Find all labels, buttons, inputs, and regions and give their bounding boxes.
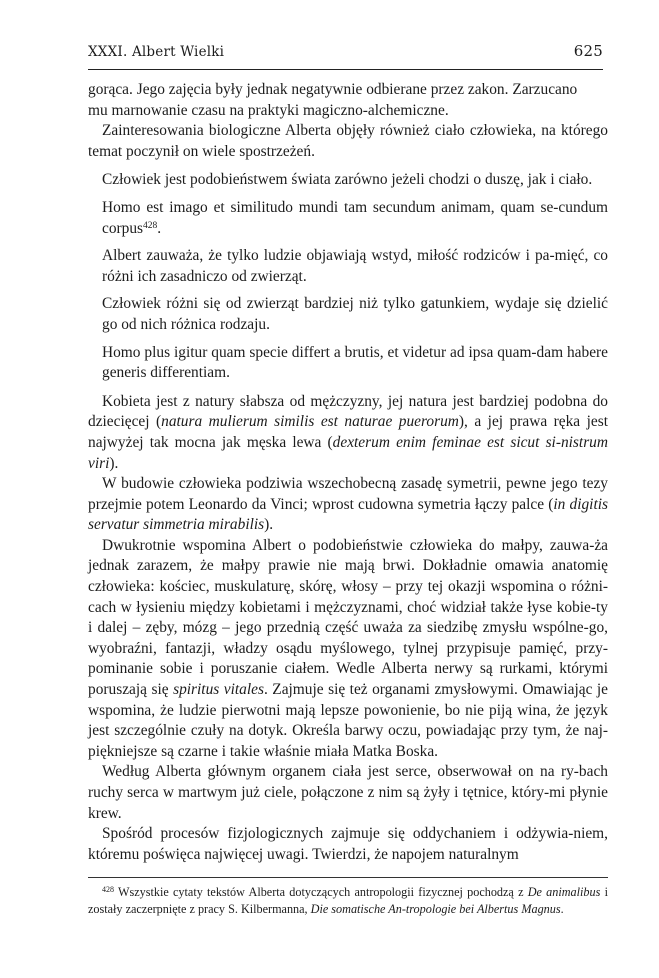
quote-2 xyxy=(102,198,608,239)
quote-2-end: . xyxy=(157,219,162,237)
paragraph-5-a: Dwukrotnie wspomina Albert o podobieństwie człowieka do małpy, zauwa-ża jednak zarazem, że małpy prawie nie mają brwi. Dokładnie omawia anatomię człowieka: kościec, muskulaturę, skórę, włosy – przy tej okazji wspomina o różni-cach w łysieniu między kobietami i mężczyznami, choć widział także łyse kobie-ty i dalej – zęby, mózg – jego przednią część uważa za siedzibę zmysłu wspólne-go, wyobraźni, fantazji, władzy osądu myślowego, tylnej przypisuje pamięć, przy-pominanie sobie i poruszanie ciałem. Wedle Alberta nerwy są rurkami, którymi poruszają się xyxy=(88,536,608,699)
footnote-title-1: De animalibus xyxy=(527,885,601,899)
page-number: 625 xyxy=(573,42,603,60)
header-rule xyxy=(88,69,603,70)
paragraph-6: Według Alberta głównym organem ciała jest serce, obserwował on na ry-bach ruchy serca w martwym już ciele, połączone z nim są żyły i tętnice, który-mi płynie krew. xyxy=(88,763,608,822)
paragraph-4 xyxy=(88,474,608,536)
paragraph-1 xyxy=(88,80,608,121)
paragraph-4-b: ). xyxy=(264,516,274,534)
running-header xyxy=(88,40,603,66)
body-text xyxy=(88,80,608,865)
paragraph-1-line-2: mu marnowanie czasu na praktyki magiczno-alchemiczne. xyxy=(88,101,449,119)
paragraph-3-b: ), a jej prawa ręka jest najwyżej tak mocna jak męska lewa ( xyxy=(88,413,608,451)
quote-5: Homo plus igitur quam specie differt a brutis, et videtur ad ipsa quam-dam habere generis differentiam. xyxy=(102,343,608,382)
chapter-title: XXXI. Albert Wielki xyxy=(88,44,225,60)
paragraph-5-b: . Zajmuje się też organami zmysłowymi. Omawiając je wspomina, że ludzie pierwotni mają lepsze powonienie, bo nie piją wina, że język jest szczególnie czuły na dotyk. Określa barwy oczu, powiadając przy tym, że naj-piękniejsze są czarne i takie właśnie miała Matka Boska. xyxy=(88,681,609,760)
footnote-428 xyxy=(88,884,608,918)
footnote-ref: 428 xyxy=(143,220,158,231)
footnote-number: 428 xyxy=(102,885,114,894)
latin-phrase-1: natura mulierum similis est naturae puerorum xyxy=(161,413,459,431)
paragraph-3-a: Kobieta jest z natury słabsza od mężczyzny, jej natura jest bardziej podobna do dziecięcej ( xyxy=(88,392,608,431)
quote-2-text: Homo est imago et similitudo mundi tam secundum animam, quam se-cundum corpus xyxy=(102,198,608,237)
latin-phrase-4: spiritus vitales xyxy=(173,681,264,699)
footnote-title-2: Die somatische An-tropologie bei Albertus Magnus xyxy=(310,902,561,917)
paragraph-1-line-1: gorąca. Jego zajęcia były jednak negatywnie odbierane przez zakon. Zarzucano xyxy=(88,81,578,98)
footnote-text-b: i zostały zaczerpnięte z pracy S. Kilbermanna, xyxy=(88,885,608,917)
quote-1: Człowiek jest podobieństwem świata zarówno jeżeli chodzi o duszę, jak i ciało. xyxy=(102,171,593,189)
paragraph-3-c: ). xyxy=(109,454,119,472)
footnote xyxy=(88,884,608,918)
latin-phrase-2: dexterum enim feminae est sicut si-nistrum viri xyxy=(88,433,608,472)
quote-4: Człowiek różni się od zwierząt bardziej niż tylko gatunkiem, wydaje się dzielić go od nich różnica rodzaju. xyxy=(102,295,608,333)
footnote-rule xyxy=(88,877,608,878)
paragraph-7: Spośród procesów fizjologicznych zajmuje się oddychaniem i odżywia-niem, któremu poświęca najwięcej uwagi. Twierdzi, że napojem naturalnym xyxy=(88,825,608,863)
paragraph-3 xyxy=(88,392,608,474)
latin-phrase-3: in digitis servatur simmetria mirabilis xyxy=(88,495,608,534)
footnote-text-c: . xyxy=(560,902,564,917)
paragraph-4-a: W budowie człowieka podziwia wszechobecną zasadę symetrii, pewne jego tezy przejmie potem Leonardo da Vinci; wprost cudowna symetria łączy palce ( xyxy=(88,475,608,513)
footnote-text-a: Wszystkie cytaty tekstów Alberta dotyczących antropologii fizycznej pochodzą z xyxy=(114,885,528,899)
quote-3: Albert zauważa, że tylko ludzie objawiają wstyd, miłość rodziców i pa-mięć, co różni ich zasadniczo od zwierząt. xyxy=(102,247,608,285)
paragraph-5 xyxy=(88,536,608,763)
paragraph-2: Zainteresowania biologiczne Alberta objęły również ciało człowieka, na którego temat poczynił on wiele spostrzeżeń. xyxy=(88,122,608,160)
